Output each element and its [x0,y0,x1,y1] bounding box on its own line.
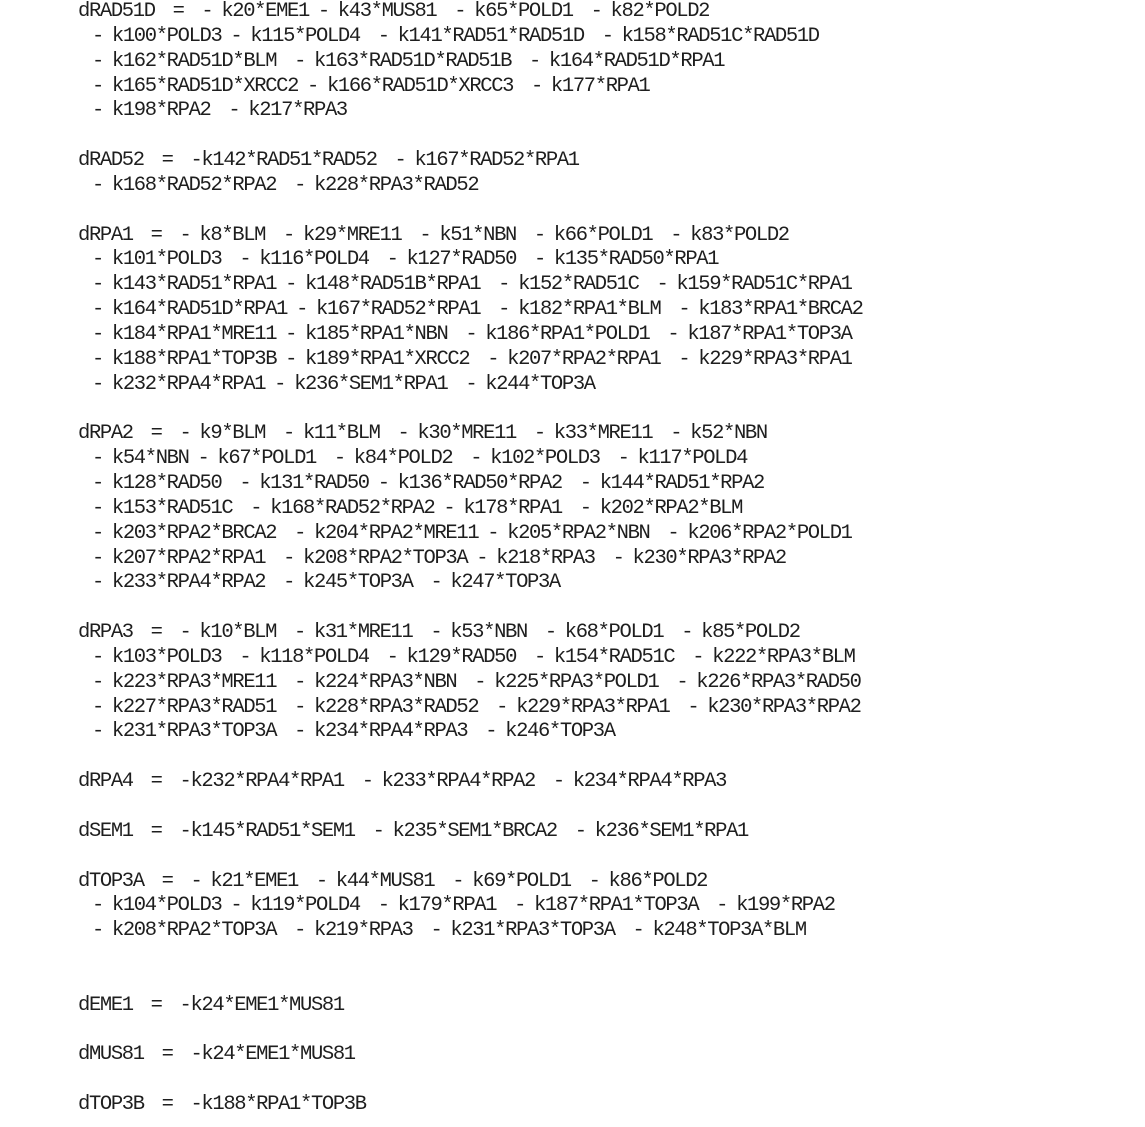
equation-spacer [78,1019,1138,1044]
equation-drad51d [78,0,1138,124]
equation-continuation-line: - k153*RAD51C - k168*RAD52*RPA2 - k178*RPA1 - k202*RPA2*BLM [92,496,743,520]
equation-drpa2 [78,422,1138,596]
equation-continuation-line: - k162*RAD51D*BLM - k163*RAD51D*RAD51B - k164*RAD51D*RPA1 [92,49,725,73]
equation-spacer [78,1068,1138,1093]
equation-spacer [78,795,1138,820]
equation-continuation-line: - k54*NBN - k67*POLD1 - k84*POLD2 - k102*POLD3 - k117*POLD4 [92,447,748,471]
equation-head-line: dRPA1 = - k8*BLM - k29*MRE11 - k51*NBN - k66*POLD1 - k83*POLD2 [78,223,789,247]
equation-dmus81 [78,1043,1138,1068]
equation-continuation-line: - k223*RPA3*MRE11 - k224*RPA3*NBN - k225*RPA3*POLD1 - k226*RPA3*RAD50 [92,670,861,694]
equation-continuation-line: - k198*RPA2 - k217*RPA3 [92,99,347,123]
equation-drpa3 [78,621,1138,745]
equation-continuation-line: - k184*RPA1*MRE11 - k185*RPA1*NBN - k186*RPA1*POLD1 - k187*RPA1*TOP3A [92,322,852,346]
equation-spacer [78,124,1138,149]
equation-continuation-line: - k188*RPA1*TOP3B - k189*RPA1*XRCC2 - k207*RPA2*RPA1 - k229*RPA3*RPA1 [92,347,852,371]
equation-spacer [78,398,1138,423]
equation-continuation-line: - k103*POLD3 - k118*POLD4 - k129*RAD50 - k154*RAD51C - k222*RPA3*BLM [92,645,855,669]
equation-head-line: dMUS81 = -k24*EME1*MUS81 [78,1043,355,1067]
equation-continuation-line: - k143*RAD51*RPA1 - k148*RAD51B*RPA1 - k152*RAD51C - k159*RAD51C*RPA1 [92,273,852,297]
equation-continuation-line: - k203*RPA2*BRCA2 - k204*RPA2*MRE11 - k205*RPA2*NBN - k206*RPA2*POLD1 [92,521,852,545]
equation-head-line: dRAD52 = -k142*RAD51*RAD52 - k167*RAD52*RPA1 [78,149,579,173]
equation-continuation-line: - k233*RPA4*RPA2 - k245*TOP3A - k247*TOP3A [92,571,560,595]
equation-head-line: dTOP3B = -k188*RPA1*TOP3B [78,1093,366,1117]
equation-continuation-line: - k227*RPA3*RAD51 - k228*RPA3*RAD52 - k229*RPA3*RPA1 - k230*RPA3*RPA2 [92,695,861,719]
equation-continuation-line: - k232*RPA4*RPA1 - k236*SEM1*RPA1 - k244*TOP3A [92,372,595,396]
equation-continuation-line: - k168*RAD52*RPA2 - k228*RPA3*RAD52 [92,173,479,197]
equation-head-line: dRPA4 = -k232*RPA4*RPA1 - k233*RPA4*RPA2 - k234*RPA4*RPA3 [78,770,727,794]
equation-continuation-line: - k100*POLD3 - k115*POLD4 - k141*RAD51*RAD51D - k158*RAD51C*RAD51D [92,24,819,48]
equation-drpa1 [78,224,1138,398]
equation-head-line: dRPA2 = - k9*BLM - k11*BLM - k30*MRE11 - k33*MRE11 - k52*NBN [78,422,767,446]
equation-continuation-line: - k101*POLD3 - k116*POLD4 - k127*RAD50 - k135*RAD50*RPA1 [92,248,719,272]
equation-drad52 [78,149,1138,199]
equation-continuation-line: - k165*RAD51D*XRCC2 - k166*RAD51D*XRCC3 - k177*RPA1 [92,74,650,98]
equation-spacer [78,845,1138,870]
equation-dtop3a [78,870,1138,945]
equation-deme1 [78,994,1138,1019]
equation-dtop3b [78,1093,1138,1118]
equation-continuation-line: - k207*RPA2*RPA1 - k208*RPA2*TOP3A - k218*RPA3 - k230*RPA3*RPA2 [92,546,786,570]
equation-spacer [78,944,1138,994]
equation-head-line: dSEM1 = -k145*RAD51*SEM1 - k235*SEM1*BRCA2 - k236*SEM1*RPA1 [78,819,748,843]
equation-spacer [78,596,1138,621]
equation-head-line: dRPA3 = - k10*BLM - k31*MRE11 - k53*NBN - k68*POLD1 - k85*POLD2 [78,621,800,645]
equation-head-line: dTOP3A = - k21*EME1 - k44*MUS81 - k69*POLD1 - k86*POLD2 [78,869,708,893]
equation-document [78,0,1138,1118]
equation-continuation-line: - k128*RAD50 - k131*RAD50 - k136*RAD50*RPA2 - k144*RAD51*RPA2 [92,472,764,496]
equation-continuation-line: - k231*RPA3*TOP3A - k234*RPA4*RPA3 - k246*TOP3A [92,720,615,744]
equation-continuation-line: - k164*RAD51D*RPA1 - k167*RAD52*RPA1 - k182*RPA1*BLM - k183*RPA1*BRCA2 [92,298,863,322]
equation-continuation-line: - k104*POLD3 - k119*POLD4 - k179*RPA1 - k187*RPA1*TOP3A - k199*RPA2 [92,894,835,918]
equation-head-line: dRAD51D = - k20*EME1 - k43*MUS81 - k65*POLD1 - k82*POLD2 [78,0,710,23]
equation-continuation-line: - k208*RPA2*TOP3A - k219*RPA3 - k231*RPA3*TOP3A - k248*TOP3A*BLM [92,919,806,943]
equation-head-line: dEME1 = -k24*EME1*MUS81 [78,993,344,1017]
equation-dsem1 [78,820,1138,845]
equation-drpa4 [78,770,1138,795]
equation-spacer [78,199,1138,224]
equation-spacer [78,745,1138,770]
